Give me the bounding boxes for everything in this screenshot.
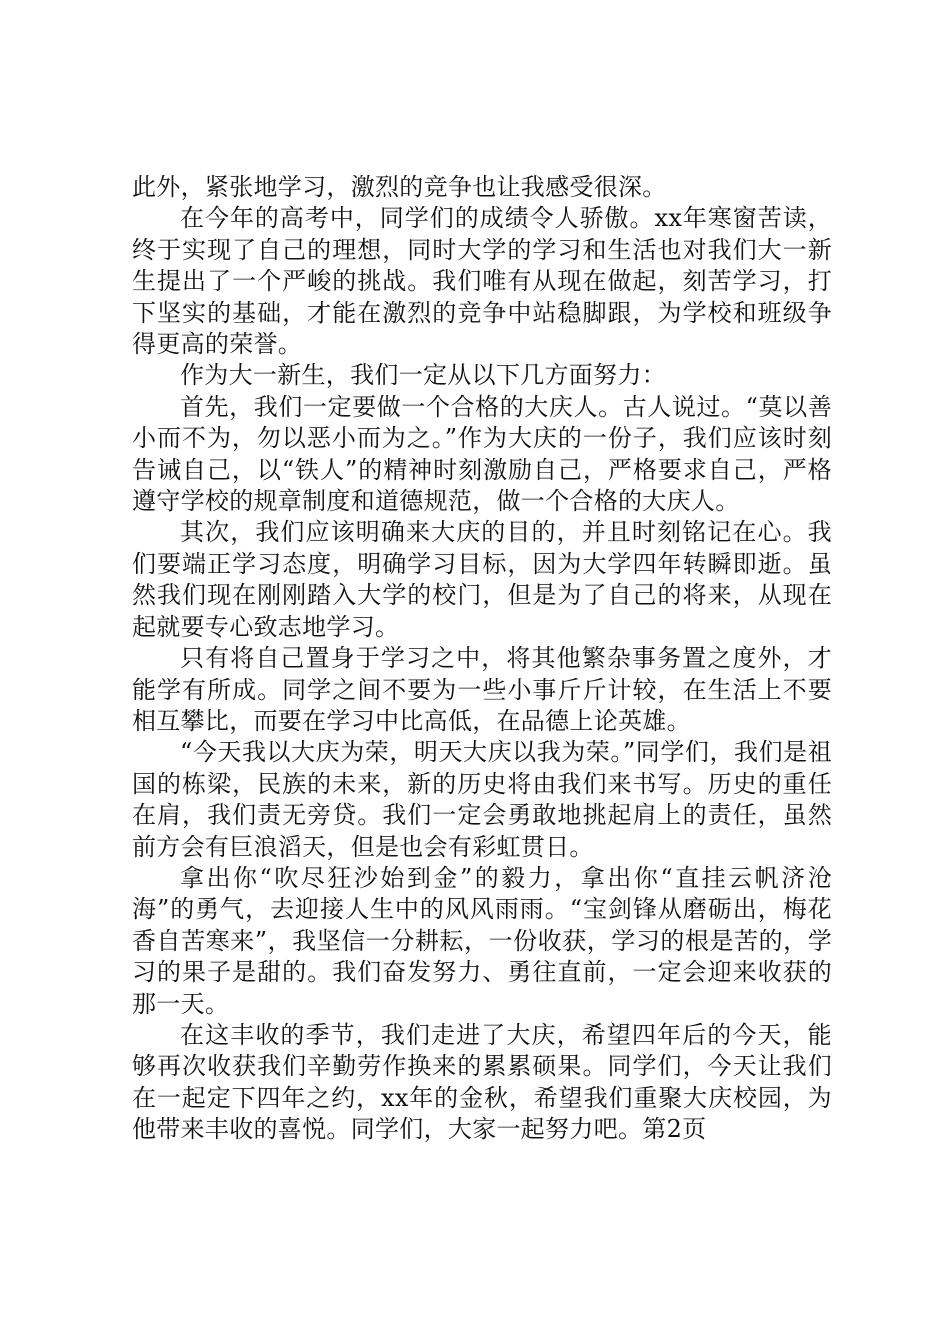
paragraph: 此外，紧张地学习，激烈的竞争也让我感受很深。 xyxy=(132,173,667,201)
paragraph: 只有将自己置身于学习之中，将其他繁杂事务置之度外，才能学有所成。同学之间不要为一些小事斤斤计较，在生活上不要相互攀比，而要在学习中比高低，在品德上论英雄。 xyxy=(132,644,832,735)
paragraph: 在这丰收的季节，我们走进了大庆，希望四年后的今天，能够再次收获我们辛勤劳作换来的累累硕果。同学们，今天让我们在一起定下四年之约，xx年的金秋，希望我们重聚大庆校园，为他带来丰收的喜悦。同学们，大家一起努力吧。第2页 xyxy=(132,1020,832,1144)
paragraph: “今天我以大庆为荣，明天大庆以我为荣。”同学们，我们是祖国的栋梁，民族的未来，新的历史将由我们来书写。历史的重任在肩，我们责无旁贷。我们一定会勇敢地挑起肩上的责任，虽然前方会有巨浪滔天，但是也会有彩虹贯日。 xyxy=(132,738,832,861)
paragraph: 其次，我们应该明确来大庆的目的，并且时刻铭记在心。我们要端正学习态度，明确学习目标，因为大学四年转瞬即逝。虽然我们现在刚刚踏入大学的校门，但是为了自己的将来，从现在起就要专心致志地学习。 xyxy=(132,518,832,641)
paragraph: 作为大一新生，我们一定从以下几方面努力： xyxy=(180,361,666,390)
paragraph: 首先，我们一定要做一个合格的大庆人。古人说过。“莫以善小而不为，勿以恶小而为之。”作为大庆的一份子，我们应该时刻告诫自己，以“铁人”的精神时刻激励自己，严格要求自己，严格遵守学校的规章制度和道德规范，做一个合格的大庆人。 xyxy=(132,392,832,516)
document-body xyxy=(132,172,832,1146)
paragraph: 拿出你“吹尽狂沙始到金”的毅力，拿出你“直挂云帆济沧海”的勇气，去迎接人生中的风风雨雨。“宝剑锋从磨砺出，梅花香自苦寒来”，我坚信一分耕耘，一份收获，学习的根是苦的，学习的果子是甜的。我们奋发努力、勇往直前，一定会迎来收获的那一天。 xyxy=(132,863,832,1018)
paragraph: 在今年的高考中，同学们的成绩令人骄傲。xx年寒窗苦读，终于实现了自己的理想，同时大学的学习和生活也对我们大一新生提出了一个严峻的挑战。我们唯有从现在做起，刻苦学习，打下坚实的基础，才能在激烈的竞争中站稳脚跟，为学校和班级争得更高的荣誉。 xyxy=(132,204,832,359)
